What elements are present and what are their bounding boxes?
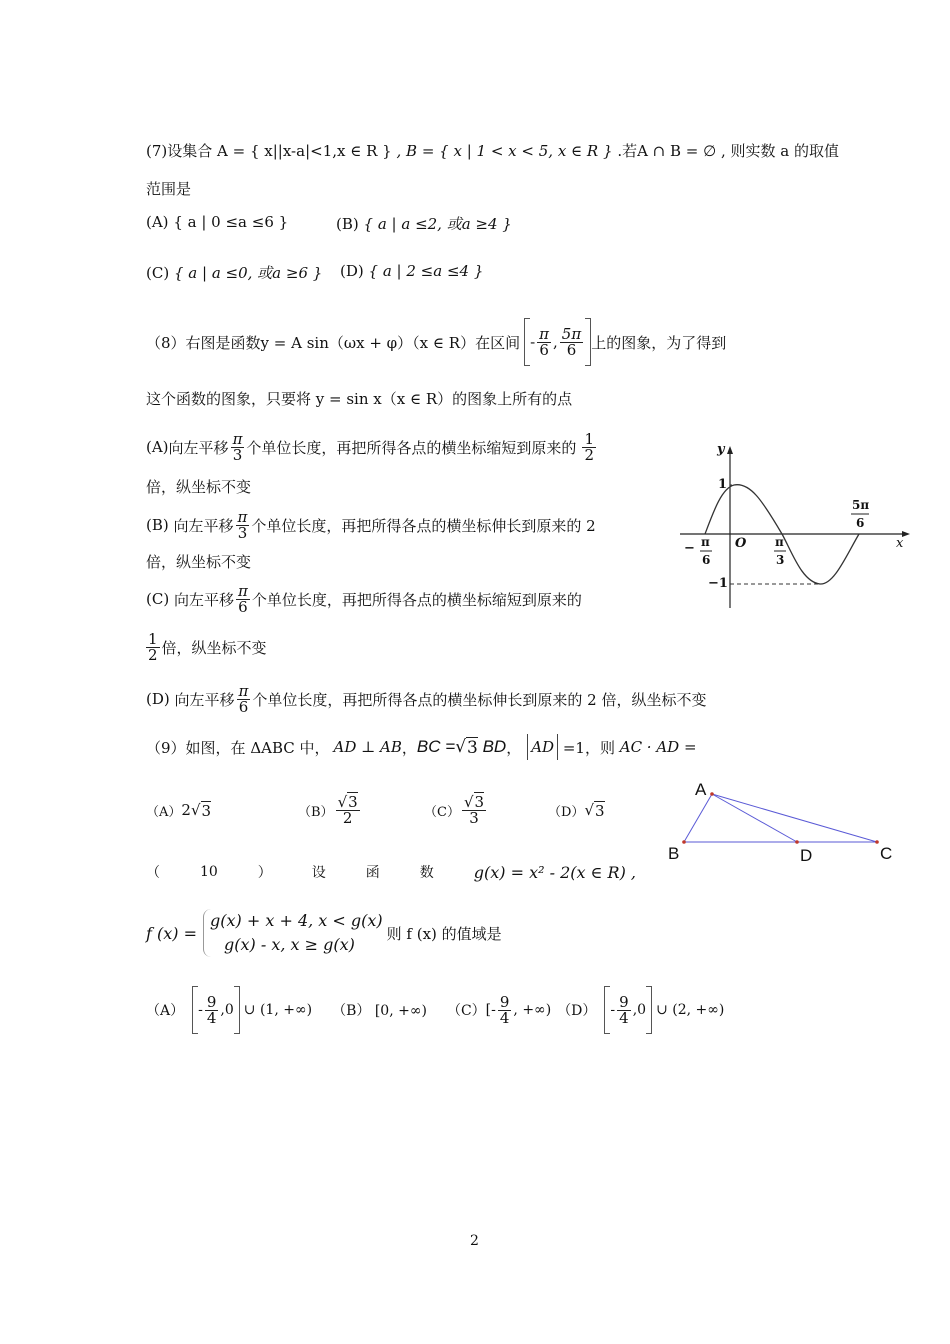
option-text: 个单位长度，再把所得各点的横坐标缩短到原来的 [246, 438, 577, 457]
q10-number: 10 [199, 864, 218, 880]
q7-condition: .若A ∩ B = ∅ , 则实数 a 的取值 [617, 142, 839, 160]
vertex-c-label: C [880, 844, 893, 863]
q10-word: 函 [365, 865, 380, 881]
option-frac: $\frac{9}{4}$ [619, 992, 629, 1027]
option-text: { a | a ≤2, 或a ≥4 } [363, 215, 512, 233]
option-text: ,0 [220, 1002, 234, 1018]
q9-option-c[interactable] [424, 786, 488, 834]
interval-left-frac: $\frac{\pi}{6}$ [539, 324, 550, 359]
option-text: 向左平移 [174, 690, 235, 709]
vertex-d-label: D [800, 846, 813, 865]
triangle-figure [660, 770, 910, 870]
piecewise-cases [203, 909, 383, 957]
x-tick-mid-num: π [775, 535, 784, 549]
option-frac: $\frac{√3}{3}$ [463, 792, 485, 827]
q10-stem [146, 862, 636, 882]
q10-ask: 则 f (x) 的值域是 [386, 924, 502, 943]
q8-stem: （8） 右图是函数y = A sin（ωx + φ）（x ∈ R）在区间 - $\frac{\pi}{6}$ , $\frac{5\pi}{6}$ 上的图象，为了得到 [146, 316, 726, 368]
interval-sign: - [530, 333, 536, 351]
option-label: （D） [548, 804, 585, 820]
y-axis-label: y [717, 442, 725, 457]
sign: - [610, 1002, 616, 1018]
option-label: （B） [332, 1003, 371, 1019]
q10-word: 设 [311, 865, 326, 881]
q9-option-a[interactable] [146, 786, 211, 834]
point-d-icon [795, 840, 799, 844]
point-b-icon [682, 840, 686, 844]
sqrt-icon: √ [337, 792, 348, 811]
x-tick-mid-den: 3 [776, 553, 785, 567]
q8-option-c[interactable] [146, 578, 582, 620]
option-frac: $\frac{\pi}{6}$ [238, 681, 249, 716]
sqrt-icon: √ [455, 737, 467, 757]
sign: - [198, 1002, 203, 1018]
x-tick-right-num: 5π [852, 498, 870, 512]
option-tail-frac: $\frac{1}{2}$ [584, 429, 594, 464]
case-2: g(x) - x, x ≥ g(x) [224, 935, 355, 954]
q9-cond3-post: =1，则 [558, 738, 620, 757]
q7-setA: A = { x||x-a|<1,x ∈ R } [217, 142, 392, 160]
q7-option-a[interactable] [146, 213, 288, 231]
option-text: ,0 [632, 1002, 647, 1018]
y-axis-arrow-icon [727, 446, 733, 454]
q10-word: 数 [419, 865, 434, 881]
option-label: （B） [298, 804, 334, 820]
option-label: （A） [146, 804, 182, 820]
q8-option-c-line2 [144, 626, 267, 668]
vertex-a-label: A [695, 780, 707, 799]
q9-ask: AC · AD = [619, 738, 697, 756]
q9-cond2-post: BD [477, 737, 507, 756]
q8-option-d[interactable] [146, 678, 706, 720]
q8-option-a-line2: 倍，纵坐标不变 [146, 478, 252, 496]
q9-option-d[interactable] [548, 786, 605, 834]
option-frac: $\frac{9}{4}$ [206, 992, 217, 1027]
point-c-icon [875, 840, 879, 844]
option-coef: 2 [181, 801, 191, 819]
option-label: （A） [146, 1003, 185, 1019]
vertex-b-label: B [668, 844, 680, 863]
option-label: (C) [146, 590, 170, 608]
option-text: { a | 2 ≤a ≤4 } [368, 262, 484, 280]
option-label: (A) [146, 213, 169, 231]
option-text: [- [485, 1002, 496, 1018]
sine-graph [670, 430, 920, 620]
option-text: { a | 0 ≤a ≤6 } [173, 213, 289, 231]
interval-right-frac: $\frac{5\pi}{6}$ [561, 324, 582, 359]
option-frac: $\frac{9}{4}$ [499, 992, 510, 1027]
q7-option-c[interactable] [146, 262, 322, 283]
option-label: (A) [146, 438, 169, 456]
q10-option-c[interactable] [446, 992, 552, 1027]
option-text: { a | a ≤0, 或a ≥6 } [173, 264, 323, 282]
option-label: (C) [146, 264, 170, 282]
page-number: 2 [470, 1233, 479, 1249]
bracket-right [646, 986, 652, 1034]
q7-prefix: 设集合 [167, 142, 213, 160]
sine-graph-svg [670, 430, 920, 620]
q9-cond1: AD ⊥ AB [333, 738, 402, 756]
q8-stem-b: 上的图象，为了得到 [591, 333, 727, 352]
option-text: [0, +∞) [374, 1003, 427, 1019]
option-label: （D） [557, 1003, 597, 1019]
q8-option-b-line2: 倍，纵坐标不变 [146, 553, 252, 571]
x-tick-right-den: 6 [856, 516, 865, 530]
q8-stem-a: 右图是函数y = A sin（ωx + φ）（x ∈ R）在区间 [185, 333, 521, 352]
q10-f-def [146, 906, 502, 960]
separator: ， [506, 738, 522, 757]
q8-option-a[interactable] [146, 426, 598, 468]
option-frac: $\frac{\pi}{3}$ [232, 429, 243, 464]
y-tick-1: 1 [718, 477, 728, 492]
q10-f-lhs: f (x) = [146, 923, 198, 943]
option-text: 向左平移 [168, 438, 229, 457]
y-tick-neg1: −1 [708, 576, 728, 591]
option-frac: $\frac{\pi}{6}$ [237, 581, 248, 616]
option-frac: $\frac{√3}{2}$ [337, 792, 358, 827]
origin-label: O [735, 536, 747, 551]
option-frac: $\frac{1}{2}$ [148, 629, 158, 664]
q9-option-b[interactable] [298, 786, 362, 834]
option-root: 3 [595, 801, 605, 820]
option-text: 个单位长度，再把所得各点的横坐标伸长到原来的 2 [251, 516, 596, 535]
q9-number: （9） [146, 738, 186, 757]
x-tick-neg-sign: − [684, 541, 695, 556]
sqrt-icon: √ [190, 801, 201, 819]
x-tick-neg-den: 6 [702, 553, 711, 567]
q8-option-b[interactable] [146, 504, 596, 546]
option-text: 个单位长度，再把所得各点的横坐标缩短到原来的 [251, 590, 582, 609]
option-root: 3 [201, 801, 212, 820]
option-label: (B) [146, 516, 169, 534]
q8-stem-line2: 这个函数的图象，只要将 y = sin x（x ∈ R）的图象上所有的点 [146, 390, 573, 408]
case-1: g(x) + x + 4, x < g(x) [210, 911, 383, 930]
q7-stem [146, 140, 839, 161]
q10-option-b[interactable] [332, 1000, 427, 1020]
option-text: ∪ (1, +∞) [243, 1002, 313, 1018]
paren-open: （ [146, 865, 160, 881]
option-frac: $\frac{\pi}{3}$ [237, 507, 248, 542]
q7-setB: , B = { x | 1 < x < 5, x ∈ R } [396, 142, 613, 160]
q10-g-def: g(x) = x² - 2(x ∈ R) , [473, 862, 636, 882]
q9-cond2-root: 3 [467, 737, 478, 758]
bracket-right [234, 986, 240, 1034]
q9-stem [146, 732, 697, 762]
q7-option-b[interactable] [336, 213, 512, 234]
q8-number: （8） [146, 333, 186, 352]
x-tick-neg-num: π [701, 535, 710, 549]
paren-close: ） [257, 865, 272, 881]
q7-option-d[interactable] [340, 262, 483, 280]
x-axis-label: x [896, 536, 904, 551]
option-text: 向左平移 [173, 516, 234, 535]
q7-stem-line2: 范围是 [146, 180, 192, 198]
option-label: (B) [336, 215, 359, 233]
q10-option-d[interactable] [557, 986, 724, 1034]
option-label: (D) [340, 262, 364, 280]
q9-abs-ad: AD [527, 734, 558, 760]
sqrt-icon: √ [584, 801, 594, 819]
option-text: 向左平移 [173, 590, 234, 609]
option-label: (D) [146, 690, 170, 708]
q10-options [146, 984, 724, 1036]
option-text: ∪ (2, +∞) [656, 1002, 725, 1018]
option-text: 倍，纵坐标不变 [161, 638, 267, 657]
option-text: , +∞) [513, 1002, 552, 1018]
point-a-icon [710, 792, 714, 796]
q10-option-a[interactable] [146, 986, 312, 1034]
option-label: （C） [446, 1003, 486, 1019]
sqrt-icon: √ [463, 792, 474, 811]
q7-number: (7) [146, 142, 168, 160]
q9-stem-a: 如图，在 ΔABC 中， [185, 738, 330, 757]
separator: ， [401, 738, 417, 757]
option-label: （C） [424, 804, 460, 820]
q9-cond2-pre: BC = [416, 737, 456, 756]
option-text: 个单位长度，再把所得各点的横坐标伸长到原来的 2 倍，纵坐标不变 [252, 690, 707, 709]
